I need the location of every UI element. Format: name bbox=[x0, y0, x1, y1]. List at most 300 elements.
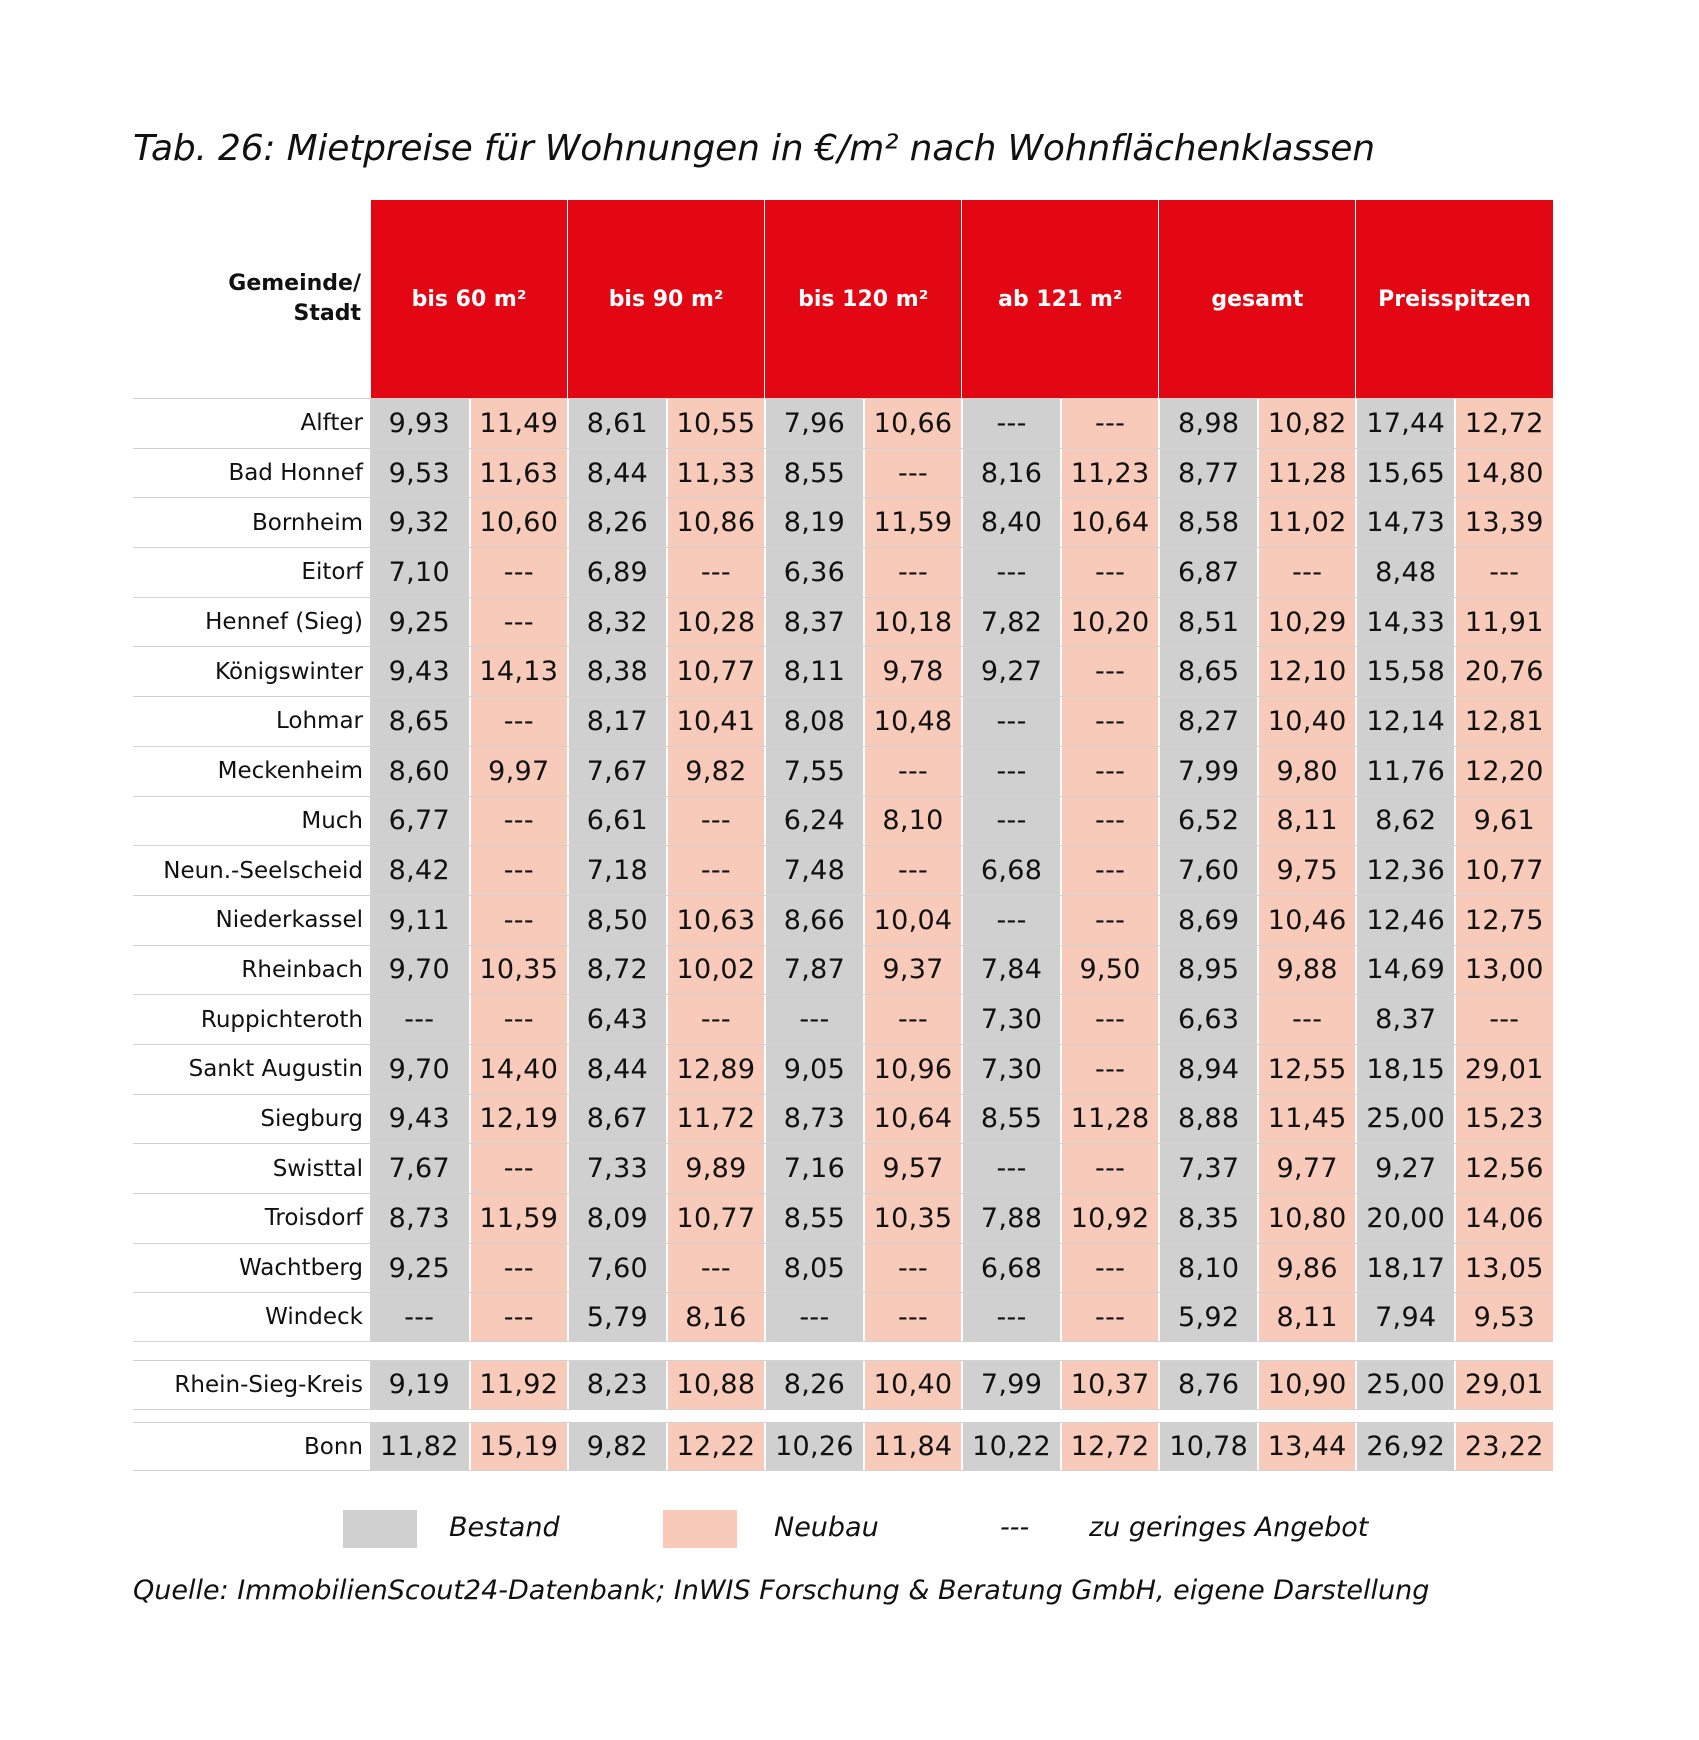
legend-swatch-bestand bbox=[343, 1510, 417, 1548]
cell-bestand: 9,53 bbox=[370, 449, 469, 498]
cell-bestand: 14,69 bbox=[1355, 946, 1454, 995]
cell-bestand: 7,67 bbox=[567, 747, 666, 796]
cell-bestand: 8,09 bbox=[567, 1194, 666, 1243]
cell-neubau: --- bbox=[863, 449, 962, 498]
cell-bestand: 8,77 bbox=[1158, 449, 1257, 498]
table-row bbox=[133, 1143, 1553, 1193]
cell-neubau: --- bbox=[469, 1293, 568, 1341]
cell-neubau: --- bbox=[1454, 995, 1553, 1044]
row-name: Bad Honnef bbox=[228, 460, 363, 487]
cell-neubau: 11,84 bbox=[863, 1423, 962, 1471]
table-row bbox=[133, 1094, 1553, 1144]
table-row bbox=[133, 398, 1553, 448]
cell-neubau: --- bbox=[1060, 399, 1159, 448]
cell-bestand: 6,68 bbox=[961, 846, 1060, 895]
row-name: Swisttal bbox=[272, 1155, 363, 1182]
summary-rhein-sieg-kreis bbox=[133, 1360, 1553, 1410]
cell-neubau: --- bbox=[1257, 995, 1356, 1044]
cell-bestand: 8,05 bbox=[764, 1244, 863, 1293]
cell-neubau: 12,72 bbox=[1060, 1423, 1159, 1471]
row-name: Lohmar bbox=[275, 708, 363, 735]
table-row bbox=[133, 696, 1553, 746]
cell-neubau: 11,49 bbox=[469, 399, 568, 448]
cell-bestand: 7,30 bbox=[961, 995, 1060, 1044]
header-group-preisspitzen: Preisspitzen bbox=[1355, 200, 1552, 398]
cell-neubau: 10,18 bbox=[863, 598, 962, 647]
cell-neubau: --- bbox=[1060, 846, 1159, 895]
cell-bestand: 8,19 bbox=[764, 498, 863, 547]
cell-neubau: 8,10 bbox=[863, 797, 962, 846]
cell-bestand: 7,16 bbox=[764, 1144, 863, 1193]
cell-neubau: 9,97 bbox=[469, 747, 568, 796]
cell-bestand: 8,98 bbox=[1158, 399, 1257, 448]
cell-neubau: 9,88 bbox=[1257, 946, 1356, 995]
cell-bestand: 8,26 bbox=[764, 1361, 863, 1409]
cell-bestand: 8,58 bbox=[1158, 498, 1257, 547]
cell-bestand: 25,00 bbox=[1355, 1361, 1454, 1409]
cell-bestand: 8,72 bbox=[567, 946, 666, 995]
cell-bestand: 6,52 bbox=[1158, 797, 1257, 846]
cell-neubau: --- bbox=[1060, 647, 1159, 696]
cell-neubau: 12,56 bbox=[1454, 1144, 1553, 1193]
cell-bestand: 8,67 bbox=[567, 1095, 666, 1144]
cell-neubau: --- bbox=[666, 846, 765, 895]
cell-bestand: 8,88 bbox=[1158, 1095, 1257, 1144]
cell-neubau: 9,75 bbox=[1257, 846, 1356, 895]
cell-neubau: 10,80 bbox=[1257, 1194, 1356, 1243]
cell-neubau: 9,53 bbox=[1454, 1293, 1553, 1341]
cell-neubau: --- bbox=[1060, 995, 1159, 1044]
cell-bestand: 5,92 bbox=[1158, 1293, 1257, 1341]
cell-bestand: 7,30 bbox=[961, 1045, 1060, 1094]
cell-bestand: 9,25 bbox=[370, 598, 469, 647]
cell-bestand: 9,82 bbox=[567, 1423, 666, 1471]
cell-bestand: 7,99 bbox=[1158, 747, 1257, 796]
cell-neubau: 10,04 bbox=[863, 896, 962, 945]
cell-bestand: 8,42 bbox=[370, 846, 469, 895]
cell-bestand: 7,87 bbox=[764, 946, 863, 995]
cell-bestand: 8,23 bbox=[567, 1361, 666, 1409]
cell-neubau: 8,11 bbox=[1257, 797, 1356, 846]
header-group-bis-90: bis 90 m² bbox=[567, 200, 764, 398]
cell-bestand: 25,00 bbox=[1355, 1095, 1454, 1144]
cell-neubau: --- bbox=[469, 1244, 568, 1293]
table-body bbox=[133, 398, 1553, 1342]
cell-bestand: 8,62 bbox=[1355, 797, 1454, 846]
cell-bestand: 15,65 bbox=[1355, 449, 1454, 498]
cell-bestand: 8,17 bbox=[567, 697, 666, 746]
cell-neubau: 11,45 bbox=[1257, 1095, 1356, 1144]
table-row bbox=[133, 945, 1553, 995]
row-name: Siegburg bbox=[260, 1105, 363, 1132]
cell-neubau: 14,40 bbox=[469, 1045, 568, 1094]
cell-neubau: --- bbox=[469, 598, 568, 647]
cell-neubau: 10,46 bbox=[1257, 896, 1356, 945]
header-group-ab-121: ab 121 m² bbox=[961, 200, 1158, 398]
cell-bestand: 10,78 bbox=[1158, 1423, 1257, 1471]
cell-bestand: 6,87 bbox=[1158, 548, 1257, 597]
cell-bestand: 8,61 bbox=[567, 399, 666, 448]
table-row bbox=[133, 1193, 1553, 1243]
cell-neubau: 13,00 bbox=[1454, 946, 1553, 995]
cell-bestand: 7,99 bbox=[961, 1361, 1060, 1409]
cell-neubau: 10,77 bbox=[1454, 846, 1553, 895]
cell-neubau: 12,72 bbox=[1454, 399, 1553, 448]
cell-neubau: 9,50 bbox=[1060, 946, 1159, 995]
cell-neubau: 11,02 bbox=[1257, 498, 1356, 547]
cell-bestand: 12,46 bbox=[1355, 896, 1454, 945]
row-label-line-2: Stadt bbox=[293, 301, 361, 326]
table-row bbox=[133, 497, 1553, 547]
row-name: Bornheim bbox=[251, 509, 363, 536]
table-row bbox=[133, 895, 1553, 945]
cell-bestand: 7,48 bbox=[764, 846, 863, 895]
cell-bestand: 8,55 bbox=[764, 449, 863, 498]
cell-neubau: --- bbox=[469, 697, 568, 746]
cell-bestand: 7,60 bbox=[1158, 846, 1257, 895]
cell-neubau: 8,11 bbox=[1257, 1293, 1356, 1341]
cell-neubau: --- bbox=[1060, 896, 1159, 945]
cell-bestand: --- bbox=[764, 1293, 863, 1341]
cell-neubau: 14,13 bbox=[469, 647, 568, 696]
row-name: Troisdorf bbox=[264, 1205, 363, 1232]
cell-neubau: 9,89 bbox=[666, 1144, 765, 1193]
table-row bbox=[133, 1422, 1553, 1472]
cell-neubau: --- bbox=[863, 1244, 962, 1293]
cell-bestand: 8,60 bbox=[370, 747, 469, 796]
cell-bestand: 9,27 bbox=[1355, 1144, 1454, 1193]
cell-neubau: --- bbox=[1060, 1045, 1159, 1094]
row-name: Rheinbach bbox=[241, 956, 363, 983]
rent-price-table bbox=[133, 200, 1553, 1471]
cell-neubau: 11,23 bbox=[1060, 449, 1159, 498]
cell-bestand: 8,50 bbox=[567, 896, 666, 945]
cell-bestand: 11,82 bbox=[370, 1423, 469, 1471]
legend-swatch-neubau bbox=[663, 1510, 737, 1548]
cell-bestand: 26,92 bbox=[1355, 1423, 1454, 1471]
cell-bestand: --- bbox=[961, 896, 1060, 945]
page-title: Tab. 26: Mietpreise für Wohnungen in €/m² nach Wohnflächenklassen bbox=[133, 128, 1375, 169]
cell-neubau: --- bbox=[469, 548, 568, 597]
row-label-line-1: Gemeinde/ bbox=[228, 271, 361, 296]
cell-bestand: 14,33 bbox=[1355, 598, 1454, 647]
cell-neubau: 11,59 bbox=[469, 1194, 568, 1243]
cell-neubau: 13,39 bbox=[1454, 498, 1553, 547]
cell-bestand: 9,27 bbox=[961, 647, 1060, 696]
cell-neubau: 10,55 bbox=[666, 399, 765, 448]
cell-bestand: --- bbox=[764, 995, 863, 1044]
cell-bestand: --- bbox=[961, 399, 1060, 448]
cell-bestand: 15,58 bbox=[1355, 647, 1454, 696]
cell-bestand: 8,37 bbox=[1355, 995, 1454, 1044]
table-row bbox=[133, 646, 1553, 696]
cell-bestand: 6,61 bbox=[567, 797, 666, 846]
cell-bestand: 7,96 bbox=[764, 399, 863, 448]
cell-neubau: 12,81 bbox=[1454, 697, 1553, 746]
cell-bestand: 7,60 bbox=[567, 1244, 666, 1293]
cell-bestand: 8,55 bbox=[764, 1194, 863, 1243]
cell-neubau: 11,59 bbox=[863, 498, 962, 547]
table-row bbox=[133, 448, 1553, 498]
cell-neubau: --- bbox=[469, 1144, 568, 1193]
cell-bestand: 7,84 bbox=[961, 946, 1060, 995]
summary-bonn bbox=[133, 1422, 1553, 1472]
cell-bestand: 9,93 bbox=[370, 399, 469, 448]
cell-bestand: 8,44 bbox=[567, 1045, 666, 1094]
cell-neubau: 11,63 bbox=[469, 449, 568, 498]
cell-bestand: 12,36 bbox=[1355, 846, 1454, 895]
table-row bbox=[133, 1360, 1553, 1410]
cell-bestand: --- bbox=[961, 548, 1060, 597]
cell-neubau: 29,01 bbox=[1454, 1361, 1553, 1409]
cell-neubau: 11,28 bbox=[1257, 449, 1356, 498]
cell-bestand: --- bbox=[961, 697, 1060, 746]
cell-neubau: --- bbox=[1060, 697, 1159, 746]
cell-neubau: 10,64 bbox=[1060, 498, 1159, 547]
cell-neubau: 11,72 bbox=[666, 1095, 765, 1144]
cell-bestand: 8,94 bbox=[1158, 1045, 1257, 1094]
cell-neubau: --- bbox=[863, 1293, 962, 1341]
cell-neubau: 10,90 bbox=[1257, 1361, 1356, 1409]
cell-neubau: 9,61 bbox=[1454, 797, 1553, 846]
cell-bestand: 8,73 bbox=[764, 1095, 863, 1144]
row-label-header bbox=[133, 200, 370, 398]
legend-label-neubau: Neubau bbox=[774, 1512, 879, 1543]
row-name: Niederkassel bbox=[215, 907, 363, 934]
cell-bestand: --- bbox=[961, 1293, 1060, 1341]
cell-bestand: 8,65 bbox=[370, 697, 469, 746]
cell-bestand: 9,43 bbox=[370, 1095, 469, 1144]
cell-bestand: 9,19 bbox=[370, 1361, 469, 1409]
cell-neubau: 10,02 bbox=[666, 946, 765, 995]
table-row bbox=[133, 1292, 1553, 1342]
cell-bestand: 7,33 bbox=[567, 1144, 666, 1193]
cell-neubau: --- bbox=[666, 1244, 765, 1293]
cell-neubau: --- bbox=[1060, 797, 1159, 846]
cell-bestand: 6,24 bbox=[764, 797, 863, 846]
cell-bestand: 8,95 bbox=[1158, 946, 1257, 995]
cell-neubau: --- bbox=[1060, 1144, 1159, 1193]
cell-bestand: 12,14 bbox=[1355, 697, 1454, 746]
cell-bestand: 6,36 bbox=[764, 548, 863, 597]
row-name: Hennef (Sieg) bbox=[205, 609, 363, 636]
legend-dash: --- bbox=[1000, 1512, 1030, 1543]
cell-neubau: 23,22 bbox=[1454, 1423, 1553, 1471]
cell-bestand: 7,67 bbox=[370, 1144, 469, 1193]
row-name: Rhein-Sieg-Kreis bbox=[174, 1371, 363, 1398]
cell-neubau: 10,82 bbox=[1257, 399, 1356, 448]
cell-neubau: 9,37 bbox=[863, 946, 962, 995]
cell-neubau: 10,63 bbox=[666, 896, 765, 945]
cell-neubau: --- bbox=[666, 995, 765, 1044]
cell-bestand: --- bbox=[961, 747, 1060, 796]
cell-neubau: --- bbox=[1060, 1293, 1159, 1341]
row-name: Königswinter bbox=[215, 658, 363, 685]
cell-bestand: 10,22 bbox=[961, 1423, 1060, 1471]
cell-bestand: 8,16 bbox=[961, 449, 1060, 498]
cell-bestand: 10,26 bbox=[764, 1423, 863, 1471]
row-name: Ruppichteroth bbox=[200, 1006, 363, 1033]
cell-neubau: 10,41 bbox=[666, 697, 765, 746]
table-row bbox=[133, 547, 1553, 597]
cell-neubau: 10,35 bbox=[469, 946, 568, 995]
cell-bestand: 6,77 bbox=[370, 797, 469, 846]
cell-neubau: --- bbox=[469, 995, 568, 1044]
cell-bestand: 9,32 bbox=[370, 498, 469, 547]
cell-bestand: 8,08 bbox=[764, 697, 863, 746]
row-name: Much bbox=[301, 807, 363, 834]
table-row bbox=[133, 845, 1553, 895]
cell-bestand: 8,66 bbox=[764, 896, 863, 945]
cell-neubau: 10,86 bbox=[666, 498, 765, 547]
cell-bestand: 5,79 bbox=[567, 1293, 666, 1341]
row-name: Bonn bbox=[303, 1433, 363, 1460]
cell-bestand: 8,10 bbox=[1158, 1244, 1257, 1293]
cell-neubau: 15,19 bbox=[469, 1423, 568, 1471]
cell-neubau: 10,92 bbox=[1060, 1194, 1159, 1243]
cell-bestand: 8,26 bbox=[567, 498, 666, 547]
row-name: Sankt Augustin bbox=[188, 1056, 363, 1083]
cell-neubau: --- bbox=[863, 548, 962, 597]
cell-neubau: 12,75 bbox=[1454, 896, 1553, 945]
cell-bestand: 7,37 bbox=[1158, 1144, 1257, 1193]
cell-bestand: 17,44 bbox=[1355, 399, 1454, 448]
cell-bestand: 7,82 bbox=[961, 598, 1060, 647]
cell-bestand: --- bbox=[370, 1293, 469, 1341]
cell-neubau: 11,92 bbox=[469, 1361, 568, 1409]
cell-bestand: 9,43 bbox=[370, 647, 469, 696]
cell-neubau: 14,06 bbox=[1454, 1194, 1553, 1243]
cell-neubau: 10,40 bbox=[1257, 697, 1356, 746]
cell-neubau: 10,64 bbox=[863, 1095, 962, 1144]
cell-bestand: 7,10 bbox=[370, 548, 469, 597]
cell-bestand: 8,35 bbox=[1158, 1194, 1257, 1243]
legend bbox=[343, 1510, 1443, 1550]
cell-neubau: --- bbox=[469, 846, 568, 895]
cell-neubau: --- bbox=[1060, 1244, 1159, 1293]
cell-neubau: 10,29 bbox=[1257, 598, 1356, 647]
cell-bestand: 8,40 bbox=[961, 498, 1060, 547]
cell-neubau: 9,57 bbox=[863, 1144, 962, 1193]
cell-neubau: 9,77 bbox=[1257, 1144, 1356, 1193]
cell-neubau: 9,86 bbox=[1257, 1244, 1356, 1293]
cell-bestand: 8,27 bbox=[1158, 697, 1257, 746]
cell-neubau: 12,55 bbox=[1257, 1045, 1356, 1094]
source-note: Quelle: ImmobilienScout24-Datenbank; InWIS Forschung & Beratung GmbH, eigene Darstellung bbox=[133, 1575, 1430, 1606]
cell-neubau: 8,16 bbox=[666, 1293, 765, 1341]
row-name: Meckenheim bbox=[217, 758, 363, 785]
cell-neubau: 11,28 bbox=[1060, 1095, 1159, 1144]
cell-neubau: --- bbox=[469, 797, 568, 846]
cell-bestand: 9,70 bbox=[370, 946, 469, 995]
table-row bbox=[133, 1044, 1553, 1094]
cell-neubau: 10,48 bbox=[863, 697, 962, 746]
cell-neubau: 12,19 bbox=[469, 1095, 568, 1144]
cell-neubau: 10,60 bbox=[469, 498, 568, 547]
cell-neubau: 11,91 bbox=[1454, 598, 1553, 647]
cell-bestand: 8,32 bbox=[567, 598, 666, 647]
cell-bestand: 8,44 bbox=[567, 449, 666, 498]
cell-neubau: 10,88 bbox=[666, 1361, 765, 1409]
cell-neubau: 29,01 bbox=[1454, 1045, 1553, 1094]
cell-neubau: 10,66 bbox=[863, 399, 962, 448]
cell-neubau: 13,44 bbox=[1257, 1423, 1356, 1471]
cell-bestand: 14,73 bbox=[1355, 498, 1454, 547]
cell-neubau: 12,10 bbox=[1257, 647, 1356, 696]
table-row bbox=[133, 746, 1553, 796]
cell-neubau: 12,22 bbox=[666, 1423, 765, 1471]
cell-bestand: 8,69 bbox=[1158, 896, 1257, 945]
table-header bbox=[133, 200, 1553, 398]
cell-bestand: 8,73 bbox=[370, 1194, 469, 1243]
cell-neubau: 12,20 bbox=[1454, 747, 1553, 796]
cell-bestand: --- bbox=[961, 797, 1060, 846]
cell-bestand: 7,88 bbox=[961, 1194, 1060, 1243]
cell-bestand: 18,17 bbox=[1355, 1244, 1454, 1293]
cell-bestand: --- bbox=[370, 995, 469, 1044]
row-name: Alfter bbox=[300, 410, 363, 437]
cell-bestand: 8,51 bbox=[1158, 598, 1257, 647]
cell-neubau: --- bbox=[1454, 548, 1553, 597]
row-name: Eitorf bbox=[301, 559, 363, 586]
cell-bestand: 7,55 bbox=[764, 747, 863, 796]
cell-neubau: 13,05 bbox=[1454, 1244, 1553, 1293]
row-name: Wachtberg bbox=[238, 1255, 363, 1282]
cell-bestand: 6,63 bbox=[1158, 995, 1257, 1044]
cell-bestand: 18,15 bbox=[1355, 1045, 1454, 1094]
cell-bestand: 8,48 bbox=[1355, 548, 1454, 597]
cell-bestand: 8,55 bbox=[961, 1095, 1060, 1144]
cell-neubau: 10,77 bbox=[666, 647, 765, 696]
cell-bestand: 9,70 bbox=[370, 1045, 469, 1094]
cell-bestand: 8,76 bbox=[1158, 1361, 1257, 1409]
cell-bestand: --- bbox=[961, 1144, 1060, 1193]
cell-bestand: 7,94 bbox=[1355, 1293, 1454, 1341]
cell-neubau: --- bbox=[469, 896, 568, 945]
table-row bbox=[133, 1243, 1553, 1293]
cell-neubau: --- bbox=[666, 548, 765, 597]
cell-bestand: 8,65 bbox=[1158, 647, 1257, 696]
cell-neubau: 10,77 bbox=[666, 1194, 765, 1243]
cell-neubau: 10,40 bbox=[863, 1361, 962, 1409]
header-group-bis-60: bis 60 m² bbox=[370, 200, 567, 398]
cell-bestand: 6,89 bbox=[567, 548, 666, 597]
cell-neubau: 10,20 bbox=[1060, 598, 1159, 647]
cell-bestand: 11,76 bbox=[1355, 747, 1454, 796]
cell-bestand: 8,11 bbox=[764, 647, 863, 696]
cell-neubau: --- bbox=[863, 846, 962, 895]
table-row bbox=[133, 597, 1553, 647]
cell-neubau: 9,78 bbox=[863, 647, 962, 696]
cell-neubau: 14,80 bbox=[1454, 449, 1553, 498]
cell-bestand: 8,37 bbox=[764, 598, 863, 647]
cell-bestand: 9,05 bbox=[764, 1045, 863, 1094]
table-row bbox=[133, 994, 1553, 1044]
header-group-bis-120: bis 120 m² bbox=[764, 200, 961, 398]
cell-neubau: 20,76 bbox=[1454, 647, 1553, 696]
cell-bestand: 6,43 bbox=[567, 995, 666, 1044]
row-name: Neun.-Seelscheid bbox=[163, 857, 363, 884]
table-row bbox=[133, 796, 1553, 846]
cell-neubau: --- bbox=[1060, 548, 1159, 597]
cell-bestand: 6,68 bbox=[961, 1244, 1060, 1293]
cell-neubau: 12,89 bbox=[666, 1045, 765, 1094]
cell-neubau: 10,37 bbox=[1060, 1361, 1159, 1409]
cell-bestand: 9,11 bbox=[370, 896, 469, 945]
cell-bestand: 8,38 bbox=[567, 647, 666, 696]
cell-neubau: 10,96 bbox=[863, 1045, 962, 1094]
cell-bestand: 9,25 bbox=[370, 1244, 469, 1293]
